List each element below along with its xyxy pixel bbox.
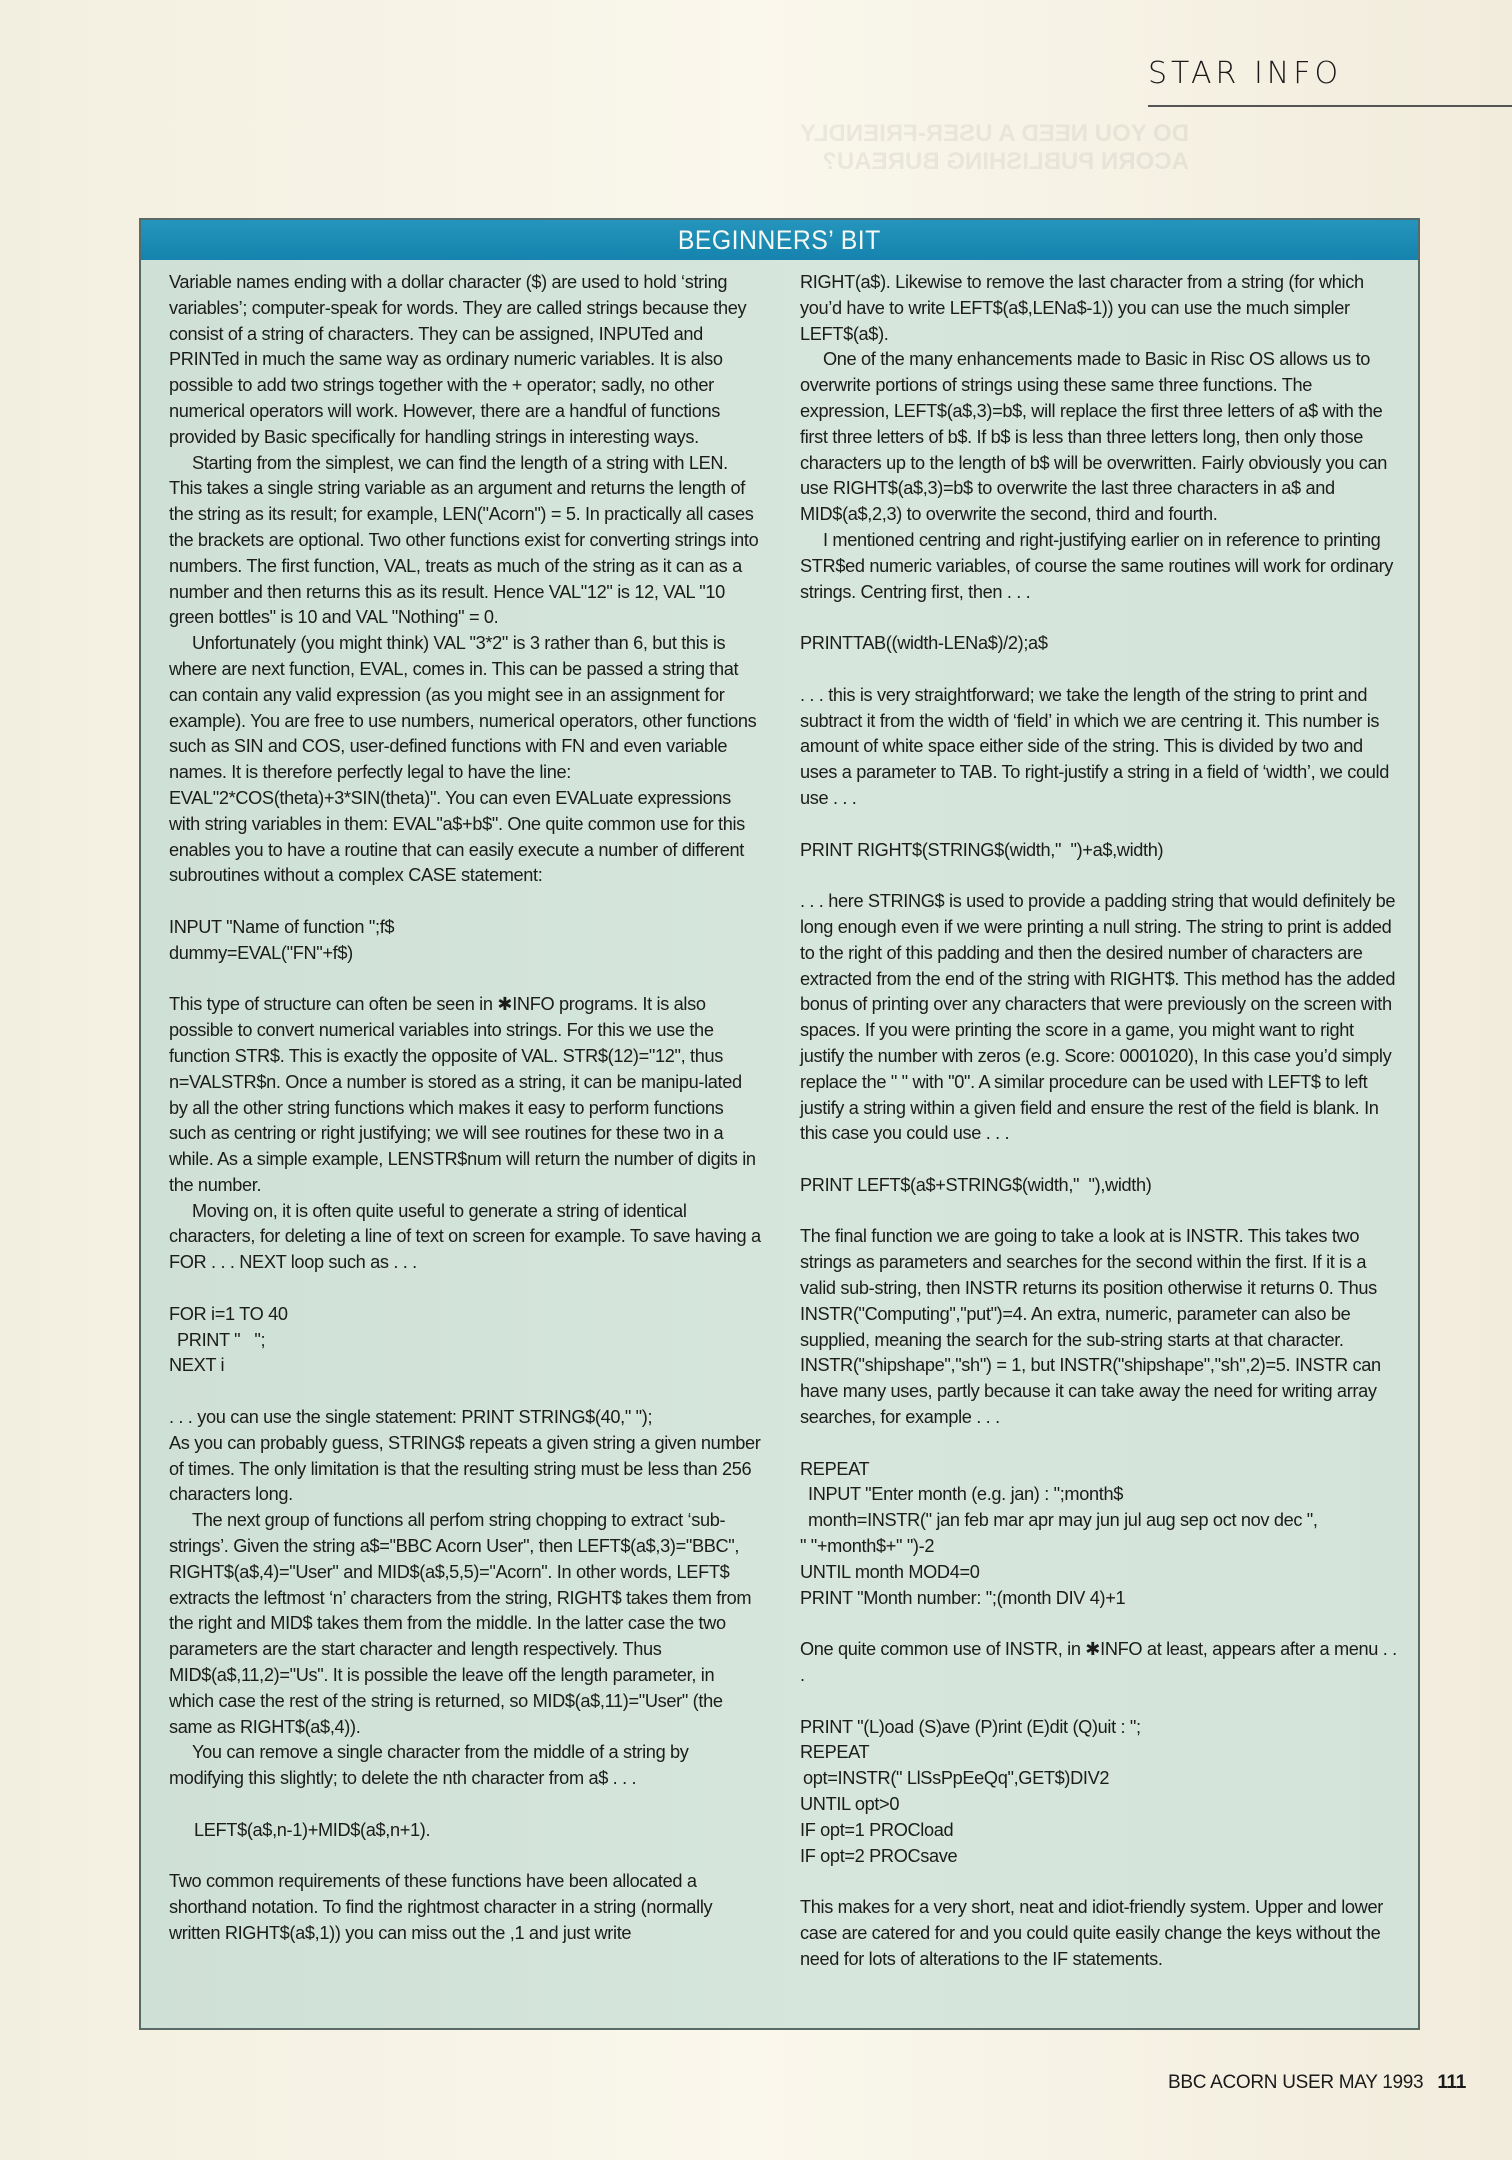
spacer — [169, 1792, 761, 1818]
spacer — [800, 1147, 1400, 1173]
code-line: REPEAT — [800, 1742, 870, 1763]
paragraph: . . . here STRING$ is used to provide a padding string that would definitely be long enough even if we were printing a null string. The string to print is added to the right of this padding and then the desired number of characters are extracted from the end of the string with RIGHT$. This method has the added bonus of printing over any characters that were previously on the screen with spaces. If you were printing the score in a game, you might want to right justify the number with zeros (e.g. Score: 0001020), In this case you’d simply replace the " " with "0". A similar procedure can be used with LEFT$ to left justify a string within a given field and ensure the rest of the field is blank. In this case you could use . . . — [800, 891, 1396, 1144]
code-line: INPUT "Enter month (e.g. jan) : ";month$ — [808, 1484, 1123, 1505]
paragraph: RIGHT(a$). Likewise to remove the last character from a string (for which you’d have to write LEFT$(a$,LENa$-1)) you can use the much simpler LEFT$(a$). — [800, 272, 1364, 344]
code-line: REPEAT — [800, 1458, 870, 1479]
running-head-rule — [1148, 105, 1512, 107]
code-line: UNTIL opt>0 — [800, 1794, 900, 1815]
article-columns — [141, 270, 1418, 2028]
paragraph: Unfortunately (you might think) VAL "3*2" is 3 rather than 6, but this is where are next function, EVAL, comes in. This can be passed a string that can contain any valid expression (as you might see in an assignment for example). You are free to use numbers, numerical operators, other functions such as SIN and COS, user-defined functions with FN and even variable names. It is therefore perfectly legal to have the line: EVAL"2*COS(theta)+3*SIN(theta)". You can even EVALuate expressions with string variables in them: EVAL"a$+b$". One quite common use for this enables you to have a routine that can easily execute a number of different subroutines without a complex CASE statement: — [169, 633, 757, 886]
page-footer — [1168, 2072, 1466, 2094]
spacer — [169, 889, 761, 915]
spacer — [169, 1844, 761, 1870]
spacer — [800, 605, 1400, 631]
right-column — [800, 270, 1400, 1973]
paragraph: Moving on, it is often quite useful to generate a string of identical characters, for deleting a line of text on screen for example. To save having a FOR . . . NEXT loop such as . . . — [169, 1200, 761, 1273]
paragraph: One quite common use of INSTR, in ✱INFO at least, appears after a menu . . . — [800, 1639, 1397, 1686]
code-line: UNTIL month MOD4=0 — [800, 1561, 980, 1582]
paragraph: I mentioned centring and right-justifying earlier on in reference to printing STR$ed numeric variables, of course the same routines will work for ordinary strings. Centring first, then . . . — [800, 529, 1394, 602]
paragraph: This makes for a very short, neat and idiot-friendly system. Upper and lower case are catered for and you could quite easily change the keys without the need for lots of alterations to the IF statements. — [800, 1897, 1383, 1969]
spacer — [800, 812, 1400, 838]
code-line: LEFT$(a$,n-1)+MID$(a$,n+1). — [194, 1819, 431, 1840]
code-line: PRINT LEFT$(a$+STRING$(width," "),width) — [800, 1174, 1152, 1195]
spacer — [169, 967, 761, 993]
spacer — [800, 1869, 1400, 1895]
show-through-text: DO YOU NEED A USER-FRIENDLY ACORN PUBLISHING BUREAU? — [800, 120, 1189, 175]
publication-name: BBC ACORN USER MAY 1993 — [1168, 2072, 1424, 2093]
code-line: IF opt=1 PROCload — [800, 1819, 954, 1840]
paragraph: As you can probably guess, STRING$ repeats a given string a given number of times. The only limitation is that the resulting string must be less than 256 characters long. — [169, 1432, 761, 1505]
code-line: " "+month$+" ")-2 — [800, 1536, 935, 1557]
paragraph: . . . this is very straightforward; we take the length of the string to print and subtract it from the width of ‘field’ in which we are centring it. This number is amount of white space either side of the string. This is divided by two and uses a parameter to TAB. To right-justify a string in a field of ‘width’, we could use . . . — [800, 684, 1389, 808]
spacer — [800, 863, 1400, 889]
code-line: FOR i=1 TO 40 — [169, 1303, 288, 1324]
paragraph: The final function we are going to take a look at is INSTR. This takes two strings as parameters and searches for the second within the first. If it is a valid sub-string, then INSTR returns its position otherwise it returns 0. Thus INSTR("Computing","put")=4. An extra, numeric, parameter can also be supplied, meaning the search for the sub-string starts at that character. INSTR("shipshape","sh") = 1, but INSTR("shipshape","sh",2)=5. INSTR can have many uses, partly because it can take away the need for writing array searches, for example . . . — [800, 1226, 1381, 1428]
spacer — [800, 1199, 1400, 1225]
paragraph: Starting from the simplest, we can find the length of a string with LEN. This takes a single string variable as an argument and returns the length of the string as its result; for example, LEN("Acorn") = 5. In practically all cases the brackets are optional. Two other functions exist for converting strings into numbers. The first function, VAL, treats as much of the string as it can as a number and then returns this as its result. Hence VAL"12" is 12, VAL "10 green bottles" is 10 and VAL "Nothing" = 0. — [169, 452, 759, 628]
paragraph: One of the many enhancements made to Basic in Risc OS allows us to overwrite portions of strings using these same three functions. The expression, LEFT$(a$,3)=b$, will replace the first three letters of a$ with the first three letters of b$. If b$ is less than three letters long, then only those characters up to the length of b$ will be overwritten. Fairly obviously you can use RIGHT$(a$,3)=b$ to overwrite the last three characters in a$ and MID$(a$,2,3) to overwrite the second, third and fourth. — [800, 349, 1387, 525]
code-line: PRINT "Month number: ";(month DIV 4)+1 — [800, 1587, 1126, 1608]
code-line: PRINT " "; — [177, 1329, 266, 1350]
spacer — [169, 1276, 761, 1302]
spacer — [800, 657, 1400, 683]
code-line: NEXT i — [169, 1355, 225, 1376]
box-header — [141, 220, 1418, 260]
running-head: STAR INFO — [1148, 56, 1343, 91]
code-line: PRINT "(L)oad (S)ave (P)rint (E)dit (Q)uit : "; — [800, 1716, 1141, 1737]
spacer — [800, 1689, 1400, 1715]
spacer — [800, 1431, 1400, 1457]
paragraph: . . . you can use the single statement: PRINT STRING$(40," "); — [169, 1407, 653, 1428]
code-line: INPUT "Name of function ";f$ — [169, 916, 395, 937]
code-line: dummy=EVAL("FN"+f$) — [169, 942, 353, 963]
code-line: IF opt=2 PROCsave — [800, 1845, 958, 1866]
left-column — [169, 270, 761, 1947]
code-line: PRINT RIGHT$(STRING$(width," ")+a$,width) — [800, 839, 1164, 860]
paragraph: Variable names ending with a dollar character ($) are used to hold ‘string variables’; computer-speak for words. They are called strings because they consist of a string of characters. They can be assigned, INPUTed and PRINTed in much the same way as ordinary numeric variables. It is also possible to add two strings together with the + operator; sadly, no other numerical operators will work. However, there are a handful of functions provided by Basic specifically for handling strings in interesting ways. — [169, 272, 747, 447]
spacer — [169, 1379, 761, 1405]
paragraph: You can remove a single character from the middle of a string by modifying this slightly; to delete the nth character from a$ . . . — [169, 1742, 689, 1789]
code-line: PRINTTAB((width-LENa$)/2);a$ — [800, 633, 1048, 654]
page-number: 111 — [1437, 2072, 1467, 2093]
spacer — [800, 1611, 1400, 1637]
paragraph: This type of structure can often be seen in ✱INFO programs. It is also possible to convert numerical variables into strings. For this we use the function STR$. This is exactly the opposite of VAL. STR$(12)="12", thus n=VALSTR$n. Once a number is stored as a string, it can be manipu-lated by all the other string functions which makes it easy to perform functions such as centring or right justifying; we will see routines for these two in a while. As a simple example, LENSTR$num will return the number of digits in the number. — [169, 994, 756, 1195]
paragraph: Two common requirements of these functions have been allocated a shorthand notation. To find the rightmost character in a string (normally written RIGHT$(a$,1)) you can miss out the ,1 and just write — [169, 1871, 713, 1943]
paragraph: The next group of functions all perfom string chopping to extract ‘sub-strings’. Given the string a$="BBC Acorn User", then LEFT$(a$,3)="BBC", RIGHT$(a$,4)="User" and MID$(a$,5,5)="Acorn". In other words, LEFT$ extracts the leftmost ‘n’ characters from the string, RIGHT$ takes them from the right and MID$ takes them from the middle. In the latter case the two parameters are the start character and length respectively. Thus MID$(a$,11,2)="Us". It is possible the leave off the length parameter, in which case the rest of the string is returned, so MID$(a$,11)="User" (the same as RIGHT$(a$,4)). — [169, 1510, 752, 1737]
box-title: BEGINNERS’ BIT — [678, 224, 881, 255]
code-line: month=INSTR(" jan feb mar apr may jun jul aug sep oct nov dec ", — [808, 1510, 1318, 1531]
code-line: opt=INSTR(" LlSsPpEeQq",GET$)DIV2 — [803, 1768, 1110, 1789]
beginners-bit-box — [139, 218, 1420, 2030]
